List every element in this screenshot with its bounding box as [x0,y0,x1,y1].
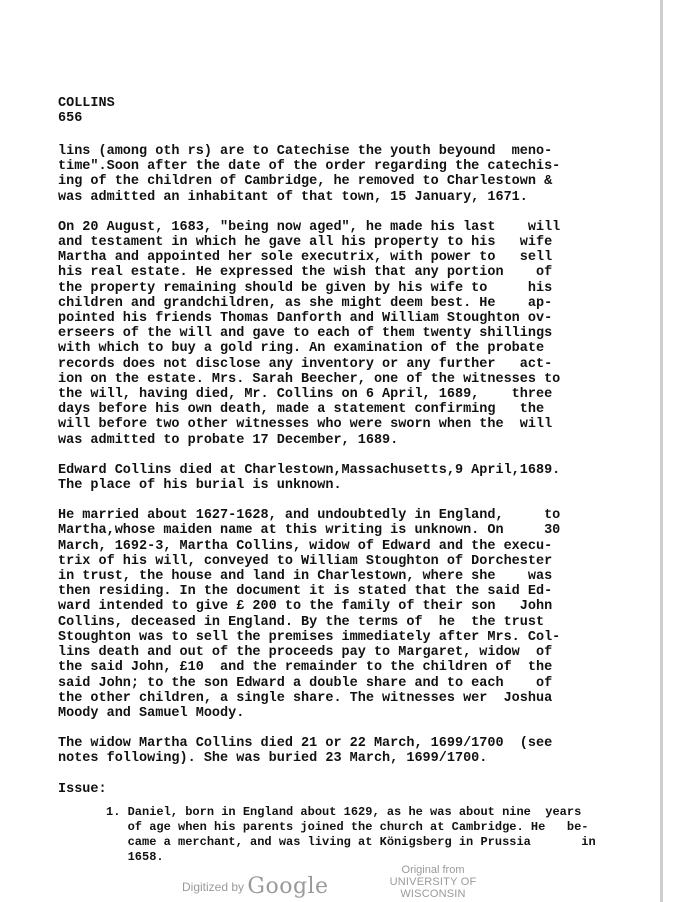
paragraph-marriage: He married about 1627-1628, and undoubtedly in England, to Martha,whose maiden name at this writing is unknown. On 30 March, 1692-3, Martha Collins, widow of Edward and the execu- trix of his will, conveyed to William Stoughton of Dorchester in trust, the house and land in Charlestown, where she was then residing. In the document it is stated that the said Ed- ward intended to give £ 200 to the family of their son John Collins, deceased in England. By the terms of he the trust Stoughton was to sell the premises immediately after Mrs. Col- lins death and out of the proceeds pay to Margaret, widow of the said John, £10 and the remainder to the children of the said John; to the son Edward a double share and to each of the other children, a single share. The witnesses wer Joshua Moody and Samuel Moody. [58,508,561,721]
issue-label: Issue: [58,781,107,797]
paragraph-widow: The widow Martha Collins died 21 or 22 March, 1699/1700 (see notes following). She was buried 23 March, 1699/1700. [58,736,553,767]
digitized-credit [182,872,329,897]
institution-name: UNIVERSITY OF WISCONSIN [389,876,477,900]
google-logo: Google [247,874,329,899]
original-from-text: Original from [401,864,465,876]
original-source [368,864,498,900]
page-header [58,96,588,126]
paragraph-death: Edward Collins died at Charlestown,Massachusetts,9 April,1689. The place of his burial is unknown. [58,462,561,494]
document-page [58,96,596,865]
surname-heading: COLLINS [58,96,115,111]
page-number: 656 [58,111,83,126]
scan-footer [0,860,679,900]
paragraph-catechise: lins (among oth rs) are to Catechise the youth beyound meno- time".Soon after the date of the order regarding the catechis- ing of the children of Cambridge, he removed to Charlestown & was admitted an inhabitant of that town, 15 January, 1671. [58,144,561,205]
page-edge-rule [660,0,663,902]
paragraph-will: On 20 August, 1683, "being now aged", he made his last will and testament in which he gave all his property to his wife Martha and appointed her sole executrix, with power to sell his real estate. He expressed the wish that any portion of the property remaining should be given by his wife to his children and grandchildren, as she might deem best. He ap- pointed his friends Thomas Danforth and William Stoughton ov- erseers of the will and gave to each of them twenty shillings with which to buy a gold ring. An examination of the probate records does not disclose any inventory or any further act- ion on the estate. Mrs. Sarah Beecher, one of the witnesses to the will, having died, Mr. Collins on 6 April, 1689, three days before his own death, made a statement confirming the will before two other witnesses who were sworn when the will was admitted to probate 17 December, 1689. [58,219,561,448]
digitized-by-text: Digitized by [182,880,245,894]
issue-item-daniel: 1. Daniel, born in England about 1629, as he was about nine years of age when his parents joined the church at Cambridge. He be- came a merchant, and was living at Königsberg in Prussia in 1658. [106,804,596,864]
